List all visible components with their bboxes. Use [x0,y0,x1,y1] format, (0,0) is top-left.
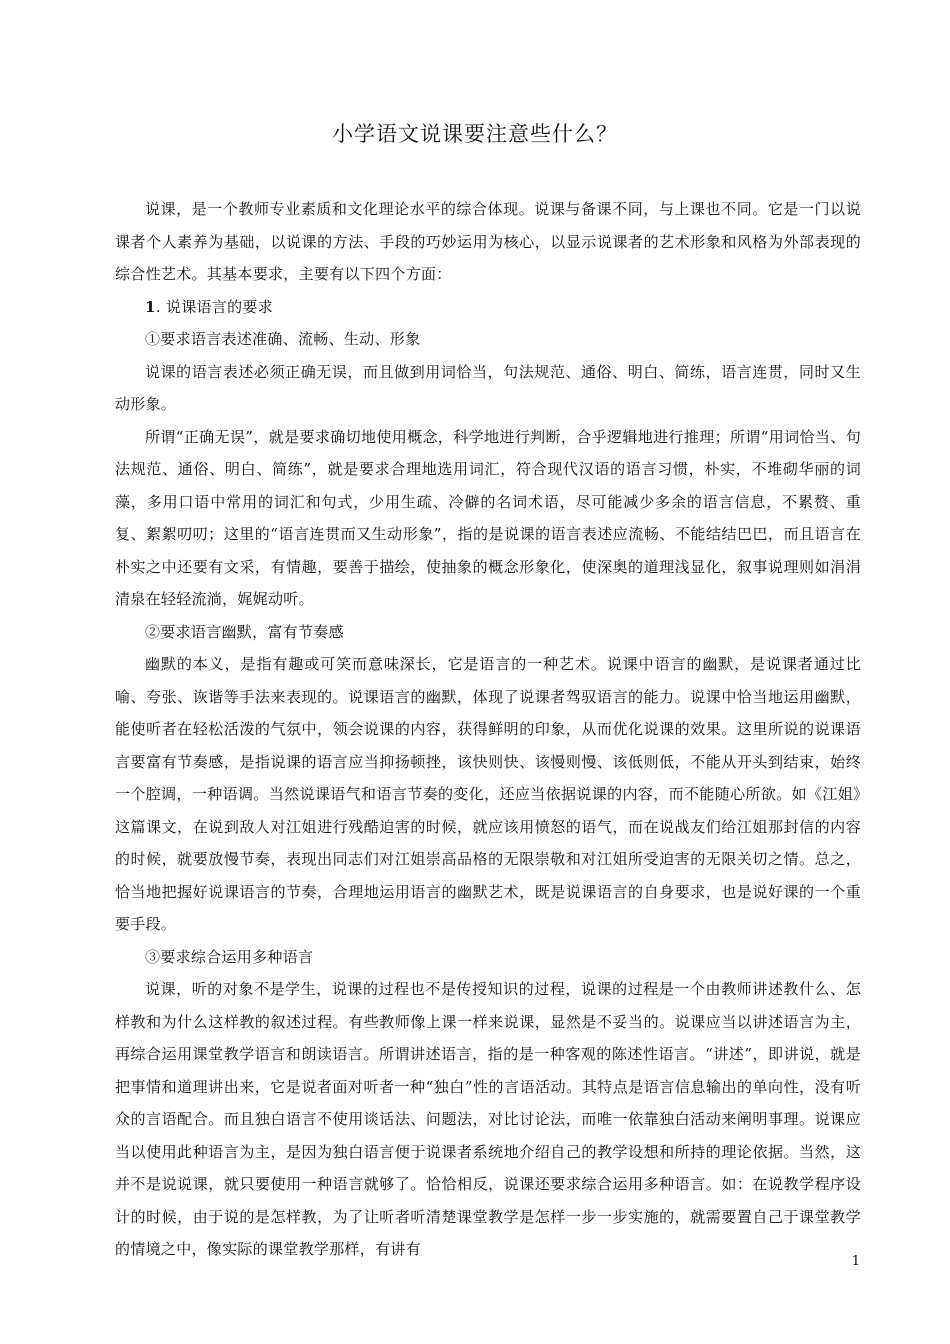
paragraph: 所谓“正确无误”，就是要求确切地使用概念，科学地进行判断，合乎逻辑地进行推理；所谓“用词恰当、句法规范、通俗、明白、简练”，就是要求合理地选用词汇，符合现代汉语的语言习惯，朴实，不堆砌华丽的词藻，多用口语中常用的词汇和句式，少用生疏、冷僻的名词术语，尽可能减少多余的语言信息，不累赘、重复、絮絮叨叨；这里的“语言连贯而又生动形象”，指的是说课的语言表述应流畅、不能结结巴巴，而且语言在朴实之中还要有文采，有情趣，要善于描绘，使抽象的概念形象化，使深奥的道理浅显化，叙事说理则如涓涓清泉在轻轻流淌，娓娓动听。 [115,427,861,608]
intro-paragraph: 说课，是一个教师专业素质和文化理论水平的综合体现。说课与备课不同，与上课也不同。它是一门以说课者个人素养为基础，以说课的方法、手段的巧妙运用为核心，以显示说课者的艺术形象和风格为外部表现的综合性艺术。其基本要求，主要有以下四个方面： [115,200,861,283]
section-heading-text: 说课语言的要求 [165,297,274,316]
page-title: 小学语文说课要注意些什么？ [332,122,618,146]
section-number-separator: . [155,297,161,316]
document-body [115,193,861,1266]
subheading-3: ③要求综合运用多种语言 [145,947,314,966]
subheading-1: ①要求语言表述准确、流畅、生动、形象 [145,330,421,348]
section-heading [115,291,861,324]
paragraph: 幽默的本义，是指有趣或可笑而意味深长，它是语言的一种艺术。说课中语言的幽默，是说课者通过比喻、夸张、诙谐等手法来表现的。说课语言的幽默，体现了说课者驾驭语言的能力。说课中恰当地运用幽默，能使听者在轻松活泼的气氛中，领会说课的内容，获得鲜明的印象，从而优化说课的效果。这里所说的说课语言要富有节奏感，是指说课的语言应当抑扬顿挫，该快则快、该慢则慢、该低则低，不能从开头到结束，始终一个腔调，一种语调。当然说课语气和语言节奏的变化，还应当依据说课的内容，而不能随心所欲。如《江姐》这篇课文，在说到敌人对江姐进行残酷迫害的时候，就应该用愤怒的语气，而在说战友们给江姐那封信的内容的时候，就要放慢节奏，表现出同志们对江姐崇高品格的无限崇敬和对江姐所受迫害的无限关切之情。总之，恰当地把握好说课语言的节奏，合理地运用语言的幽默艺术，既是说课语言的自身要求，也是说好课的一个重要手段。 [115,655,861,933]
paragraph: 说课的语言表述必须正确无误，而且做到用词恰当，句法规范、通俗、明白、简练，语言连贯，同时又生动形象。 [115,362,861,413]
section-number: 1 [145,297,156,316]
paragraph: 说课，听的对象不是学生，说课的过程也不是传授知识的过程，说课的过程是一个由教师讲述教什么、怎样教和为什么这样教的叙述过程。有些教师像上课一样来说课，显然是不妥当的。说课应当以讲述语言为主，再综合运用课堂教学语言和朗读语言。所谓讲述语言，指的是一种客观的陈述性语言。“讲述”，即讲说，就是把事情和道理讲出来，它是说者面对听者一种“独白”性的言语活动。其特点是语言信息输出的单向性，没有听众的言语配合。而且独白语言不使用谈话法、问题法，对比讨论法，而唯一依靠独白活动来阐明事理。说课应当以使用此种语言为主，是因为独白语言便于说课者系统地介绍自己的教学设想和所持的理论依据。当然，这并不是说说课，就只要使用一种语言就够了。恰恰相反，说课还要求综合运用多种语言。如：在说教学程序设计的时候，由于说的是怎样教，为了让听者听清楚课堂教学是怎样一步一步实施的，就需要置自己于课堂教学的情境之中，像实际的课堂教学那样，有讲有 [115,980,861,1258]
subheading-2: ②要求语言幽默，富有节奏感 [145,622,344,641]
page-number: 1 [851,1254,860,1269]
